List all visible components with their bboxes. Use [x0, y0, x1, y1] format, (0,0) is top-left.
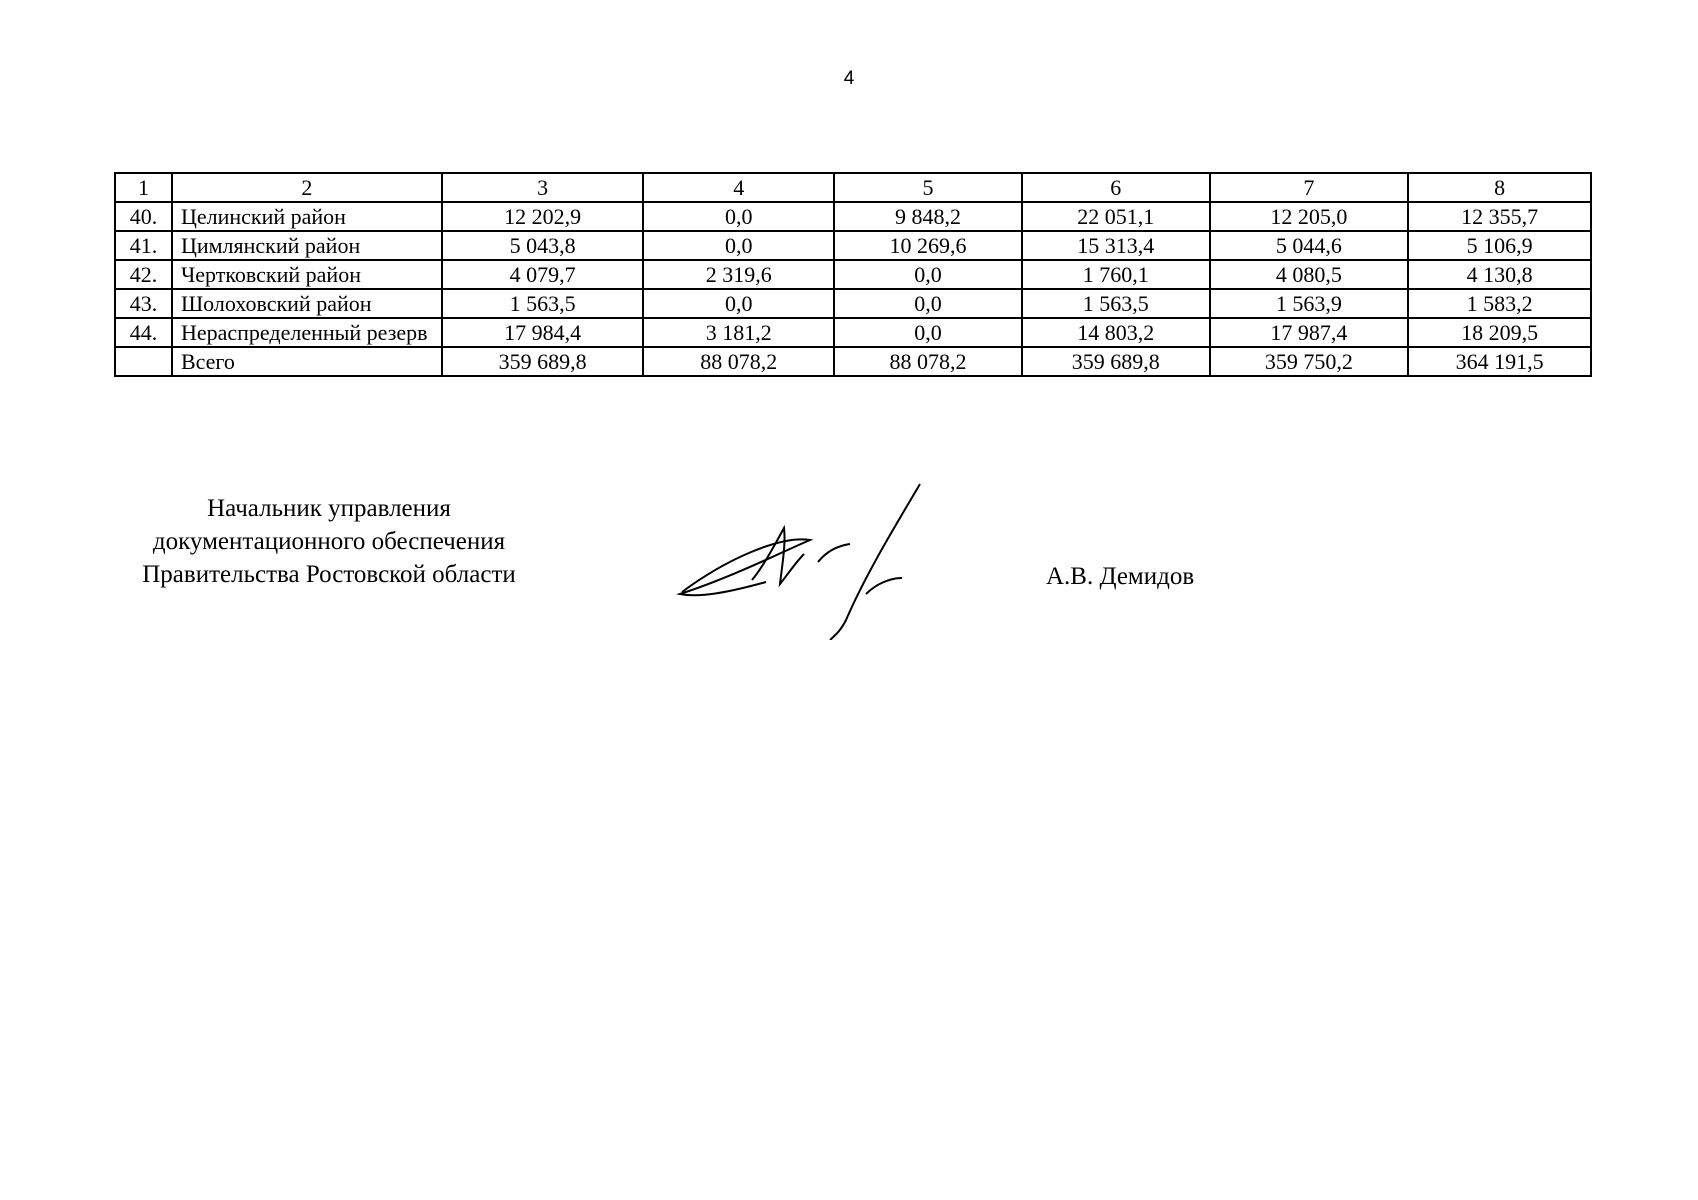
table-cell: 5 106,9 — [1408, 231, 1591, 260]
table-cell: 88 078,2 — [643, 347, 834, 376]
position-line: Начальник управления — [207, 495, 451, 522]
table-cell: 3 181,2 — [643, 318, 834, 347]
header-cell: 6 — [1022, 173, 1210, 202]
table-cell: 4 079,7 — [442, 260, 644, 289]
table-cell: 2 319,6 — [643, 260, 834, 289]
table-cell: 4 080,5 — [1210, 260, 1409, 289]
district-name: Целинский район — [172, 202, 442, 231]
table-cell: 359 689,8 — [1022, 347, 1210, 376]
table-cell: 1 563,5 — [1022, 289, 1210, 318]
total-label: Всего — [172, 347, 442, 376]
table-total-row — [115, 347, 1591, 376]
table-cell: 12 202,9 — [442, 202, 644, 231]
signer-name: А.В. Демидов — [1046, 563, 1195, 590]
table-header-row — [115, 173, 1591, 202]
handwritten-signature — [670, 480, 930, 640]
table-row — [115, 260, 1591, 289]
table-cell: 1 583,2 — [1408, 289, 1591, 318]
position-line: документационного обеспечения — [152, 528, 506, 555]
table-cell: 18 209,5 — [1408, 318, 1591, 347]
header-cell: 2 — [172, 173, 442, 202]
district-name: Нераспределенный резерв — [172, 318, 442, 347]
position-line: Правительства Ростовской области — [142, 561, 516, 588]
table-cell: 0,0 — [834, 318, 1022, 347]
row-number: 43. — [115, 289, 172, 318]
page-number: 4 — [843, 68, 855, 89]
header-cell: 7 — [1210, 173, 1409, 202]
table-cell: 17 987,4 — [1210, 318, 1409, 347]
table-cell: 9 848,2 — [834, 202, 1022, 231]
table-cell: 22 051,1 — [1022, 202, 1210, 231]
table-cell: 5 043,8 — [442, 231, 644, 260]
table-cell: 0,0 — [643, 202, 834, 231]
table-cell: 0,0 — [834, 289, 1022, 318]
header-cell: 5 — [834, 173, 1022, 202]
table-row — [115, 289, 1591, 318]
row-number: 41. — [115, 231, 172, 260]
table-cell: 88 078,2 — [834, 347, 1022, 376]
row-number: 44. — [115, 318, 172, 347]
header-cell: 4 — [643, 173, 834, 202]
table-cell: 1 760,1 — [1022, 260, 1210, 289]
table-cell: 364 191,5 — [1408, 347, 1591, 376]
allocation-table — [114, 172, 1592, 377]
table-row — [115, 202, 1591, 231]
table-cell: 0,0 — [643, 231, 834, 260]
table-cell: 10 269,6 — [834, 231, 1022, 260]
table-cell: 5 044,6 — [1210, 231, 1409, 260]
table-row — [115, 318, 1591, 347]
table-cell: 0,0 — [643, 289, 834, 318]
row-number: 40. — [115, 202, 172, 231]
table-cell: 12 355,7 — [1408, 202, 1591, 231]
table-cell: 1 563,9 — [1210, 289, 1409, 318]
table-cell: 14 803,2 — [1022, 318, 1210, 347]
table-cell: 1 563,5 — [442, 289, 644, 318]
district-name: Цимлянский район — [172, 231, 442, 260]
table-cell: 359 689,8 — [442, 347, 644, 376]
table-cell: 0,0 — [834, 260, 1022, 289]
table-row — [115, 231, 1591, 260]
table-cell: 4 130,8 — [1408, 260, 1591, 289]
header-cell: 1 — [115, 173, 172, 202]
table-cell: 12 205,0 — [1210, 202, 1409, 231]
row-number: 42. — [115, 260, 172, 289]
header-cell: 8 — [1408, 173, 1591, 202]
header-cell: 3 — [442, 173, 644, 202]
row-number — [115, 347, 172, 376]
table-cell: 15 313,4 — [1022, 231, 1210, 260]
signatory-position — [114, 492, 544, 591]
district-name: Шолоховский район — [172, 289, 442, 318]
district-name: Чертковский район — [172, 260, 442, 289]
table-cell: 359 750,2 — [1210, 347, 1409, 376]
table-cell: 17 984,4 — [442, 318, 644, 347]
